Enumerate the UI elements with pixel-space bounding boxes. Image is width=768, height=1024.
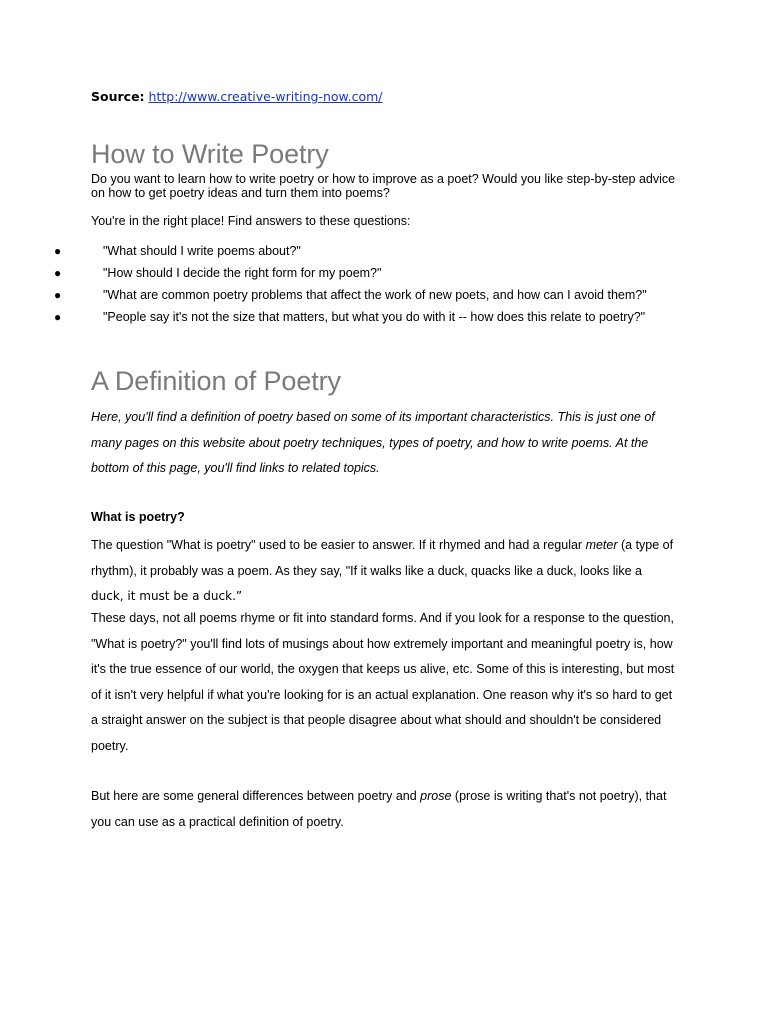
subheading-what-is-poetry: What is poetry? bbox=[91, 510, 185, 524]
intro-line: on how to get poetry ideas and turn them into poems? bbox=[91, 186, 390, 200]
bullet-icon: ● bbox=[54, 310, 62, 324]
paragraph-line: rhythm), it probably was a poem. As they say, "If it walks like a duck, quacks like a duck, looks like a bbox=[91, 563, 642, 578]
paragraph-line: of it isn't very helpful if what you're looking for is an actual explanation. One reason why it's so hard to get bbox=[91, 687, 673, 702]
intro-paragraph bbox=[91, 172, 691, 200]
list-item-text: "What should I write poems about?" bbox=[103, 244, 301, 258]
paragraph-text: (prose is writing that's not poetry), that bbox=[451, 789, 667, 803]
heading-definition-of-poetry: A Definition of Poetry bbox=[91, 366, 341, 396]
list-item-text: "What are common poetry problems that affect the work of new poets, and how can I avoid them?" bbox=[103, 288, 647, 302]
source-label: Source: bbox=[91, 89, 145, 104]
bullet-icon: ● bbox=[54, 244, 62, 258]
list-item-text: "How should I decide the right form for my poem?" bbox=[103, 266, 382, 280]
intro-line: Do you want to learn how to write poetry or how to improve as a poet? Would you like step-by-step advice bbox=[91, 172, 676, 186]
definition-line: Here, you'll find a definition of poetry based on some of its important characteristics. This is just one of bbox=[91, 410, 655, 424]
questions-list bbox=[51, 240, 647, 328]
paragraph-text: (a type of bbox=[617, 538, 674, 552]
bullet-icon: ● bbox=[54, 266, 62, 280]
list-item bbox=[51, 284, 647, 306]
paragraph-these-days bbox=[91, 606, 691, 759]
paragraph-line bbox=[91, 784, 691, 810]
lead-text: You're in the right place! Find answers to these questions: bbox=[91, 214, 411, 228]
list-item bbox=[51, 262, 647, 284]
paragraph-line: poetry. bbox=[91, 738, 129, 753]
paragraph-line: These days, not all poems rhyme or fit into standard forms. And if you look for a response to the question, bbox=[91, 611, 674, 625]
list-item bbox=[51, 306, 647, 328]
paragraph-text: But here are some general differences between poetry and bbox=[91, 789, 421, 803]
meter-emphasis: meter bbox=[585, 538, 618, 552]
paragraph-line: you can use as a practical definition of poetry. bbox=[91, 814, 344, 829]
bullet-icon: ● bbox=[54, 288, 62, 302]
definition-line: many pages on this website about poetry techniques, types of poetry, and how to write poems. At the bbox=[91, 435, 649, 450]
definition-line: bottom of this page, you'll find links to related topics. bbox=[91, 461, 380, 475]
paragraph-question bbox=[91, 533, 691, 610]
paragraph-line bbox=[91, 533, 691, 559]
heading-how-to-write-poetry: How to Write Poetry bbox=[91, 139, 329, 169]
source-link[interactable]: http://www.creative-writing-now.com/ bbox=[148, 89, 383, 104]
prose-emphasis: prose bbox=[420, 789, 452, 803]
paragraph-text: The question "What is poetry" used to be easier to answer. If it rhymed and had a regular bbox=[91, 538, 586, 552]
paragraph-line: it's the true essence of our world, the oxygen that keeps us alive, etc. Some of this is interesting, but most bbox=[91, 662, 675, 676]
paragraph-differences bbox=[91, 784, 691, 835]
paragraph-line: "What is poetry?" you'll find lots of musings about how extremely important and meaningful poetry is, how bbox=[91, 636, 673, 651]
definition-intro bbox=[91, 405, 691, 482]
list-item-text: "People say it's not the size that matters, but what you do with it -- how does this relate to poetry?" bbox=[103, 310, 646, 324]
source-line bbox=[91, 89, 383, 104]
paragraph-line: a straight answer on the subject is that people disagree about what should and shouldn't be considered bbox=[91, 713, 662, 727]
list-item bbox=[51, 240, 647, 262]
paragraph-line: duck, it must be a duck.” bbox=[91, 589, 243, 603]
